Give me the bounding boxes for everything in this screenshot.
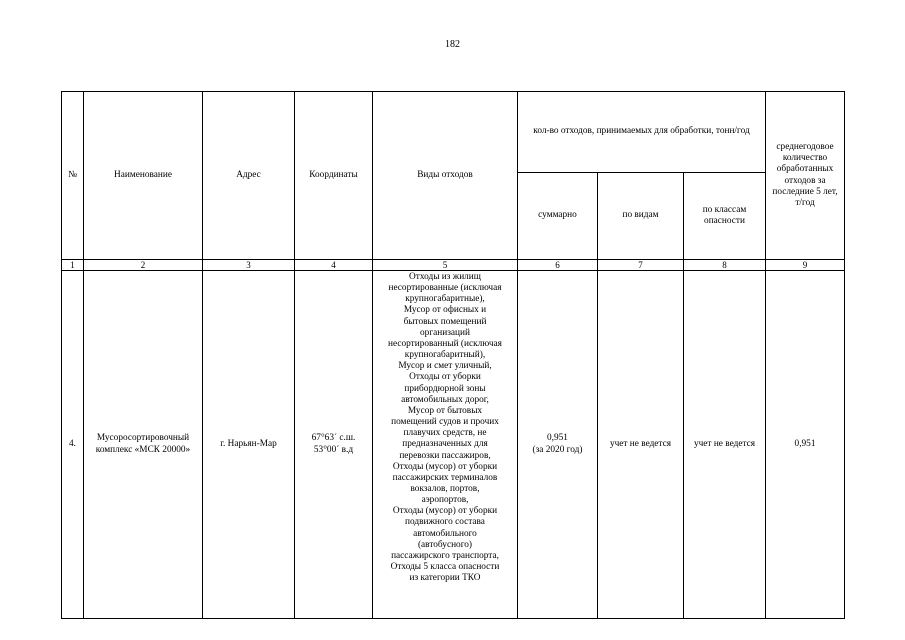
accepted-total-period: (за 2020 год) [532, 444, 583, 455]
waste-type-line: крупногабаритный), [404, 350, 486, 361]
column-number: 7 [598, 260, 684, 271]
facility-coordinates [295, 271, 373, 619]
waste-type-line: автомобильных дорог, [401, 394, 489, 405]
waste-type-line: бытовых помещений [403, 316, 487, 327]
page-number: 182 [445, 39, 460, 50]
column-number-row [62, 260, 845, 271]
waste-type-line: предназначенных для [402, 439, 488, 450]
waste-type-line: Отходы от уборки [409, 372, 481, 383]
header-total: суммарно [518, 173, 598, 260]
facility-address: г. Нарьян-Мар [203, 271, 295, 619]
coordinate-longitude: 53°00´ в.д [313, 444, 354, 455]
header-coordinates: Координаты [295, 92, 373, 260]
column-number: 2 [84, 260, 203, 271]
column-number: 4 [295, 260, 373, 271]
waste-facilities-table [61, 91, 845, 619]
header-average-processed: среднегодовое количество обработанных отходов за последние 5 лет, т/год [766, 92, 845, 260]
header-no: № [62, 92, 84, 260]
waste-type-line: плавучих средств, не [403, 428, 487, 439]
column-number: 3 [203, 260, 295, 271]
header-accepted-quantity: кол-во отходов, принимаемых для обработки, тонн/год [518, 92, 766, 173]
waste-type-line: Отходы 5 класса опасности [390, 562, 500, 573]
column-number: 5 [373, 260, 518, 271]
column-number: 1 [62, 260, 84, 271]
waste-type-line: Мусор и смет уличный, [398, 361, 492, 372]
waste-type-line: несортированный (исключая [388, 338, 502, 349]
waste-type-line: перевозки пассажиров, [399, 450, 491, 461]
waste-type-line: пассажирских терминалов [392, 472, 498, 483]
accepted-total [518, 271, 598, 619]
waste-type-line: вокзалов, портов, [410, 483, 480, 494]
waste-type-line: организаций [420, 327, 470, 338]
header-by-hazard-class: по классам опасности [684, 173, 766, 260]
coordinate-latitude: 67°63´ с.ш. [311, 433, 356, 444]
waste-type-line: пассажирского транспорта, [391, 550, 499, 561]
waste-type-line: из категории ТКО [409, 573, 481, 584]
header-address: Адрес [203, 92, 295, 260]
waste-type-line: Отходы (мусор) от уборки [392, 506, 498, 517]
header-waste-types: Виды отходов [373, 92, 518, 260]
accepted-by-type: учет не ведется [598, 271, 684, 619]
waste-type-line: подвижного состава [405, 517, 485, 528]
table-header-row [62, 92, 845, 173]
facility-name: Мусоросортировочный комплекс «МСК 20000» [84, 271, 203, 619]
waste-type-line: (автобусного) [417, 539, 473, 550]
accepted-total-value: 0,951 [547, 433, 568, 444]
waste-type-line: несортированные (исключая [388, 283, 502, 294]
waste-type-line: крупногабаритные), [405, 294, 485, 305]
table-row [62, 271, 845, 619]
waste-type-line: Отходы (мусор) от уборки [392, 461, 498, 472]
waste-type-line: автомобильного [413, 528, 477, 539]
waste-type-line: помещений судов и прочих [391, 417, 499, 428]
header-by-type: по видам [598, 173, 684, 260]
waste-type-line: аэропортов, [421, 495, 469, 506]
waste-type-line: Мусор от бытовых [407, 405, 483, 416]
column-number: 9 [766, 260, 845, 271]
column-number: 8 [684, 260, 766, 271]
waste-type-line: прибордюрной зоны [404, 383, 486, 394]
average-processed-value: 0,951 [766, 271, 845, 619]
accepted-by-hazard-class: учет не ведется [684, 271, 766, 619]
row-number: 4. [62, 271, 84, 619]
waste-type-line: Мусор от офисных и [403, 305, 487, 316]
column-number: 6 [518, 260, 598, 271]
header-name: Наименование [84, 92, 203, 260]
waste-types-list [373, 271, 518, 619]
waste-type-line: Отходы из жилищ [409, 272, 481, 282]
